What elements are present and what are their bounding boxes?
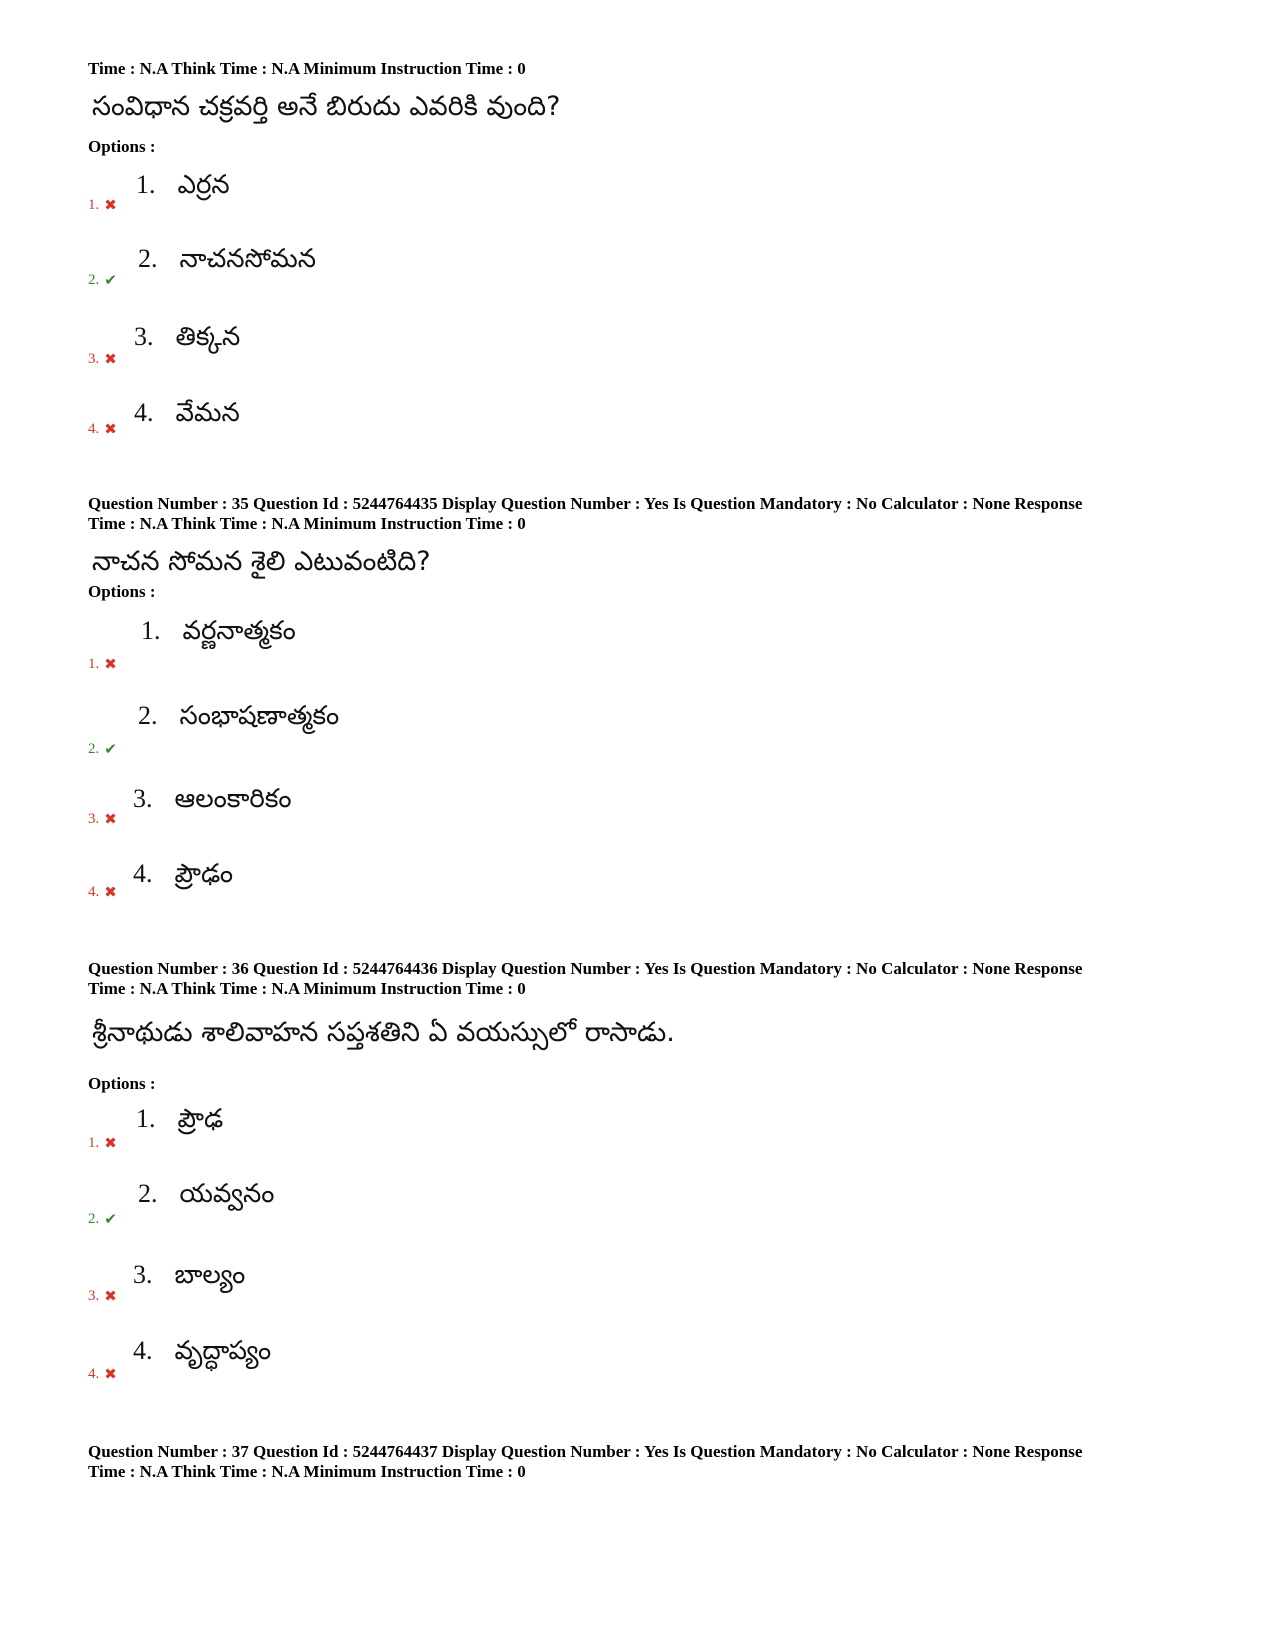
options-label: Options : [88,582,156,601]
cross-mark-icon: ✖ [104,350,117,368]
option-status: 2. ✔ [88,1210,117,1228]
option-text[interactable]: 2. నాచనసోమన [138,244,316,274]
option-text[interactable]: 3. ఆలంకారికం [133,784,292,814]
option-text[interactable]: 4. ప్రౌఢం [133,859,234,889]
cross-mark-icon: ✖ [104,1287,117,1305]
check-mark-icon: ✔ [104,740,117,758]
option-text[interactable]: 1. ప్రౌఢ [136,1104,224,1134]
option-text[interactable]: 4. వేమన [134,398,240,428]
option-text[interactable]: 2. సంభాషణాత్మకం [138,701,340,731]
option-text[interactable]: 1. వర్ణనాత్మకం [141,616,296,646]
option-status: 1. ✖ [88,655,117,673]
question-text: నాచన సోమన శైలి ఎటువంటిది? [92,546,431,577]
check-mark-icon: ✔ [104,271,117,289]
option-text[interactable]: 3. తిక్కన [134,322,241,352]
option-status: 4. ✖ [88,883,117,901]
option-text[interactable]: 2. యవ్వనం [138,1179,275,1209]
option-status: 1. ✖ [88,1134,117,1152]
question-text: సంవిధాన చక్రవర్తి అనే బిరుదు ఎవరికి వుంది? [92,91,561,122]
option-text[interactable]: 4. వృద్ధాప్యం [133,1336,272,1366]
option-status: 3. ✖ [88,810,117,828]
question-header: Question Number : 35 Question Id : 5244764435 Display Question Number : Yes Is Question Mandatory : No Calculator : None Response [88,494,1083,513]
option-status: 2. ✔ [88,271,117,289]
cross-mark-icon: ✖ [104,655,117,673]
cross-mark-icon: ✖ [104,196,117,214]
check-mark-icon: ✔ [104,1210,117,1228]
option-text[interactable]: 1. ఎర్రన [136,170,230,200]
cross-mark-icon: ✖ [104,1134,117,1152]
options-label: Options : [88,1074,156,1093]
option-status: 1. ✖ [88,196,117,214]
options-label: Options : [88,137,156,156]
cross-mark-icon: ✖ [104,420,117,438]
cross-mark-icon: ✖ [104,883,117,901]
option-status: 3. ✖ [88,1287,117,1305]
question-text: శ్రీనాథుడు శాలివాహన సప్తశతిని ఏ వయస్సులో రాసాడు. [92,1017,675,1048]
cross-mark-icon: ✖ [104,1365,117,1383]
option-status: 2. ✔ [88,740,117,758]
question-timing: Time : N.A Think Time : N.A Minimum Instruction Time : 0 [88,514,526,533]
question-header: Question Number : 36 Question Id : 5244764436 Display Question Number : Yes Is Question Mandatory : No Calculator : None Response [88,959,1083,978]
option-text[interactable]: 3. బాల్యం [133,1260,246,1290]
question-header: Question Number : 37 Question Id : 5244764437 Display Question Number : Yes Is Question Mandatory : No Calculator : None Response [88,1442,1083,1461]
question-timing: Time : N.A Think Time : N.A Minimum Instruction Time : 0 [88,1462,526,1481]
option-status: 4. ✖ [88,420,117,438]
option-status: 4. ✖ [88,1365,117,1383]
cross-mark-icon: ✖ [104,810,117,828]
option-status: 3. ✖ [88,350,117,368]
question-timing: Time : N.A Think Time : N.A Minimum Instruction Time : 0 [88,59,526,78]
question-timing: Time : N.A Think Time : N.A Minimum Instruction Time : 0 [88,979,526,998]
